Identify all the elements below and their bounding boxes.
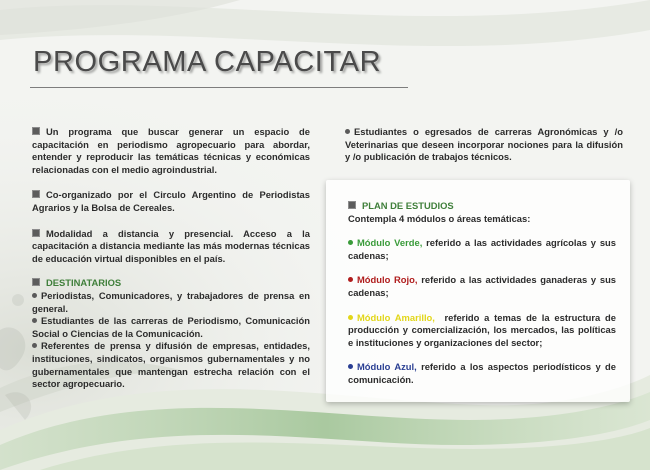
- module-verde-text: referido a las actividades agrícolas y sus cadenas;: [348, 237, 616, 261]
- module-item: [348, 237, 616, 262]
- students-text: Estudiantes o egresados de carreras Agronómicas y /o Veterinarias que deseen incorporar nociones para la difusión y /o publicación de trabajos técnicos.: [345, 126, 623, 163]
- module-item: [348, 361, 616, 386]
- round-bullet-icon: [32, 343, 37, 348]
- blue-bullet-icon: [348, 364, 353, 369]
- green-bullet-icon: [348, 240, 353, 245]
- coorganized-paragraph: [32, 189, 310, 214]
- plan-panel: [326, 180, 630, 402]
- square-bullet-icon: [32, 127, 40, 135]
- page-title: PROGRAMA CAPACITAR: [33, 46, 382, 78]
- destinatario-text: Estudiantes de las carreras de Periodismo, Comunicación Social o Ciencias de la Comunicación.: [32, 315, 310, 339]
- module-item: [348, 274, 616, 299]
- module-rojo-name: Módulo Rojo,: [357, 274, 418, 286]
- square-bullet-icon: [32, 278, 40, 286]
- destinatarios-section: [32, 277, 310, 390]
- plan-subtitle: Contempla 4 módulos o áreas temáticas:: [348, 212, 531, 224]
- destinatario-item: [32, 340, 310, 390]
- destinatario-text: Periodistas, Comunicadores, y trabajadores de prensa en general.: [32, 289, 310, 314]
- round-bullet-icon: [345, 129, 350, 134]
- module-amarillo-name: Módulo Amarillo,: [357, 311, 435, 323]
- destinatario-text: Referentes de prensa y difusión de empresas, entidades, instituciones, sindicatos, organismos gubernamentales y no gubernamentales que mantengan estrecha relación con el sector agropecuario.: [32, 340, 310, 390]
- module-rojo-text: referido a las actividades ganaderas y sus cadenas;: [348, 274, 617, 298]
- coorganized-text: Co-organizado por el Circulo Argentino de Periodistas Agrarios y la Bolsa de Cereales.: [32, 189, 310, 213]
- square-bullet-icon: [32, 190, 40, 198]
- red-bullet-icon: [348, 277, 353, 282]
- left-column: [32, 126, 310, 391]
- right-column-top: [345, 126, 623, 164]
- intro-paragraph: [32, 126, 310, 176]
- module-azul-name: Módulo Azul,: [357, 361, 417, 373]
- module-amarillo-text: referido a temas de la estructura de producción y comercialización, los mercados, las políticas e instituciones y organizaciones del sector;: [348, 311, 619, 348]
- yellow-bullet-icon: [348, 315, 353, 320]
- square-bullet-icon: [348, 201, 356, 209]
- round-bullet-icon: [32, 293, 37, 298]
- plan-heading: PLAN DE ESTUDIOS: [362, 200, 454, 211]
- module-item: [348, 311, 619, 350]
- students-paragraph: [345, 126, 623, 164]
- square-bullet-icon: [32, 229, 40, 237]
- modality-paragraph: [32, 228, 310, 266]
- destinatario-item: [32, 290, 310, 315]
- destinatarios-heading: DESTINATARIOS: [46, 277, 122, 289]
- modality-text: Modalidad a distancia y presencial. Acceso a la capacitación a distancia mediante las más modernas técnicas de educación virtual disponibles en el país.: [32, 227, 310, 264]
- title-divider: [30, 87, 408, 88]
- intro-text: Un programa que buscar generar un espacio de capacitación en periodismo agropecuario para abordar, entender y reproducir las temáticas técnicas y económicas relacionadas con el medio agroindustrial.: [32, 126, 310, 175]
- destinatario-item: [32, 315, 310, 340]
- destinatarios-heading-row: [32, 277, 310, 290]
- round-bullet-icon: [32, 318, 37, 323]
- module-azul-text: referido a los aspectos periodísticos y de comunicación.: [348, 361, 616, 385]
- module-verde-name: Módulo Verde,: [357, 237, 423, 249]
- plan-content: [348, 200, 619, 387]
- plan-heading-row: [348, 200, 616, 213]
